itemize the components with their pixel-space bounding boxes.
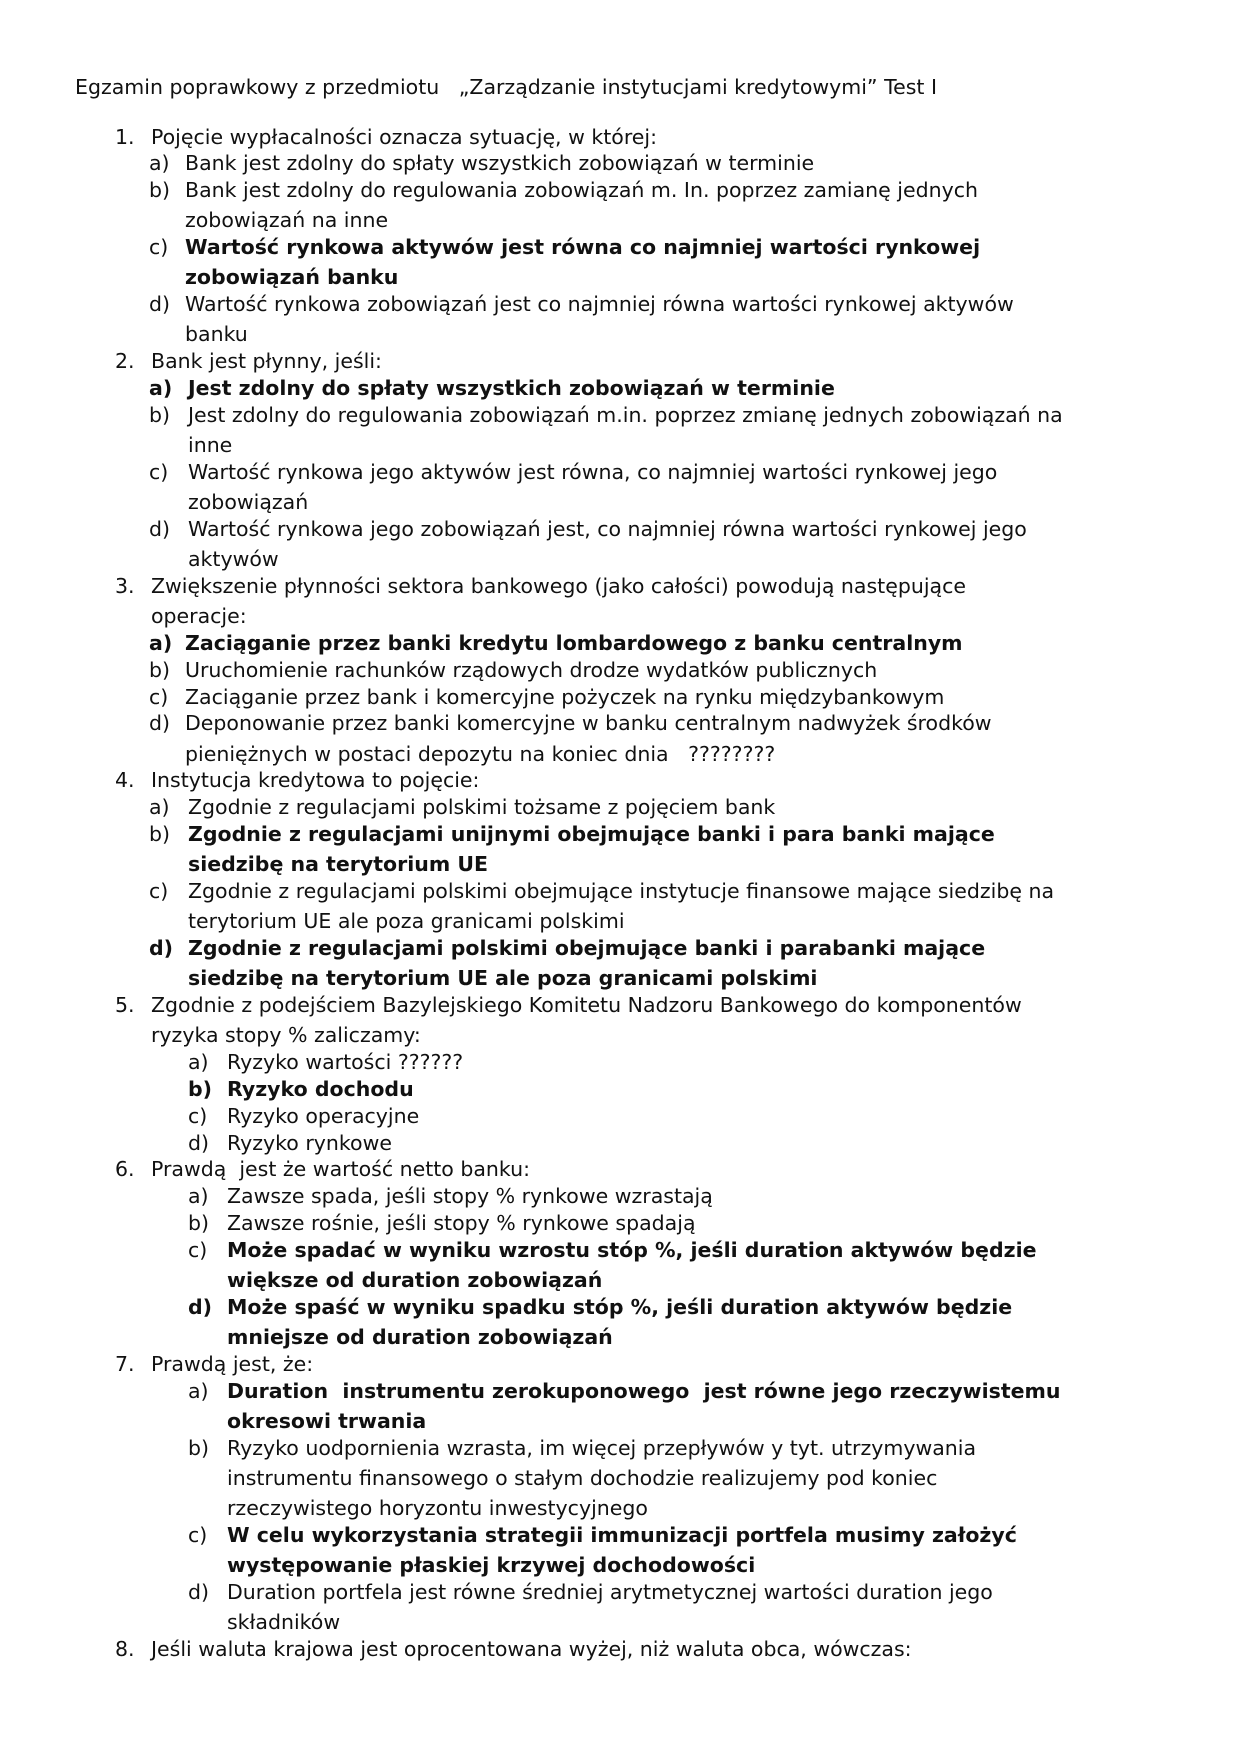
option-text: występowanie płaskiej krzywej dochodowości — [227, 1553, 756, 1578]
question — [75, 1154, 1200, 1184]
option-text: siedzibę na terytorium UE ale poza granicami polskimi — [188, 966, 818, 991]
answer-option — [75, 289, 1200, 349]
question — [75, 1634, 1200, 1664]
option-text: Zaciąganie przez bank i komercyjne pożyczek na rynku międzybankowym — [185, 684, 945, 709]
question-number: 8. — [115, 1636, 135, 1661]
question-text: Pojęcie wypłacalności oznacza sytuację, w której: — [151, 124, 658, 149]
option-letter: d) — [149, 936, 174, 961]
question — [75, 122, 1200, 152]
question-text: Zgodnie z podejściem Bazylejskiego Komitetu Nadzoru Bankowego do komponentów — [151, 993, 1022, 1018]
option-text: inne — [188, 433, 233, 458]
question-text: Zwiększenie płynności sektora bankowego (jako całości) powodują następujące — [151, 573, 966, 598]
answer-option — [75, 1074, 1200, 1104]
question-text: Jeśli waluta krajowa jest oprocentowana wyżej, niż waluta obca, wówczas: — [151, 1636, 912, 1661]
option-letter: a) — [149, 795, 170, 820]
option-text: banku — [185, 322, 248, 347]
answer-option — [75, 876, 1200, 936]
option-letter: a) — [188, 1184, 209, 1209]
question-text: Bank jest płynny, jeśli: — [151, 349, 382, 374]
option-text: Ryzyko rynkowe — [227, 1130, 392, 1155]
answer-option — [75, 655, 1200, 685]
question-number: 1. — [115, 124, 135, 149]
answer-option — [75, 708, 1200, 768]
question-text: ryzyka stopy % zaliczamy: — [151, 1023, 421, 1048]
answer-option — [75, 1292, 1200, 1352]
answer-option — [75, 1433, 1200, 1524]
question-number: 6. — [115, 1157, 135, 1182]
question — [75, 346, 1200, 376]
document-title: Egzamin poprawkowy z przedmiotu „Zarządzanie instytucjami kredytowymi” Test I — [75, 75, 938, 99]
option-letter: a) — [149, 376, 173, 401]
option-text: Wartość rynkowa jego aktywów jest równa, co najmniej wartości rynkowej jego — [188, 459, 998, 484]
option-text: rzeczywistego horyzontu inwestycyjnego — [227, 1496, 648, 1521]
option-letter: d) — [149, 516, 171, 541]
option-letter: b) — [188, 1435, 210, 1460]
option-text: Zawsze rośnie, jeśli stopy % rynkowe spadają — [227, 1210, 696, 1235]
option-text: Ryzyko dochodu — [227, 1076, 414, 1101]
option-text: Wartość rynkowa zobowiązań jest co najmniej równa wartości rynkowej aktywów — [185, 292, 1014, 317]
question-text: Prawdą jest, że: — [151, 1351, 314, 1376]
option-text: mniejsze od duration zobowiązań — [227, 1325, 613, 1350]
option-text: siedzibę na terytorium UE — [188, 852, 488, 877]
answer-option — [75, 373, 1200, 403]
option-letter: b) — [188, 1076, 213, 1101]
answer-option — [75, 933, 1200, 993]
question-text: Prawdą jest że wartość netto banku: — [151, 1157, 531, 1182]
answer-option — [75, 232, 1200, 292]
option-letter: a) — [149, 630, 173, 655]
option-text: Ryzyko operacyjne — [227, 1103, 420, 1128]
option-letter: b) — [149, 178, 171, 203]
option-text: Zaciąganie przez banki kredytu lombardowego z banku centralnym — [185, 630, 963, 655]
option-letter: b) — [149, 657, 171, 682]
option-text: większe od duration zobowiązań — [227, 1268, 603, 1292]
option-letter: a) — [149, 151, 170, 176]
question-text: operacje: — [151, 604, 247, 629]
answer-option — [75, 1128, 1200, 1158]
answer-option — [75, 514, 1200, 574]
option-text: Ryzyko wartości ?????? — [227, 1050, 464, 1075]
answer-option — [75, 148, 1200, 178]
option-letter: c) — [188, 1237, 208, 1262]
option-text: Ryzyko uodpornienia wzrasta, im więcej przepływów y tyt. utrzymywania — [227, 1435, 977, 1460]
option-text: Bank jest zdolny do regulowania zobowiązań m. In. poprzez zamianę jednych — [185, 178, 979, 203]
option-letter: d) — [149, 711, 171, 736]
answer-option — [75, 1101, 1200, 1131]
option-text: Uruchomienie rachunków rządowych drodze wydatków publicznych — [185, 657, 878, 682]
option-letter: c) — [149, 879, 169, 904]
answer-option — [75, 1520, 1200, 1580]
option-text: zobowiązań — [188, 490, 309, 515]
option-text: Zgodnie z regulacjami unijnymi obejmujące banki i para banki mające — [188, 822, 995, 847]
option-letter: d) — [188, 1294, 213, 1319]
question-number: 7. — [115, 1351, 135, 1376]
answer-option — [75, 1577, 1200, 1637]
answer-option — [75, 628, 1200, 658]
option-text: zobowiązań na inne — [185, 208, 389, 233]
answer-option — [75, 1181, 1200, 1211]
answer-option — [75, 1235, 1200, 1295]
option-text: Duration portfela jest równe średniej arytmetycznej wartości duration jego — [227, 1579, 993, 1604]
answer-option — [75, 175, 1200, 235]
option-text: aktywów — [188, 547, 279, 572]
option-text: terytorium UE ale poza granicami polskimi — [188, 909, 625, 934]
question-number: 3. — [115, 573, 135, 598]
option-text: Zgodnie z regulacjami polskimi obejmujące banki i parabanki mające — [188, 936, 986, 961]
option-text: Zawsze spada, jeśli stopy % rynkowe wzrastają — [227, 1184, 713, 1209]
option-letter: c) — [188, 1522, 208, 1547]
option-text: Jest zdolny do regulowania zobowiązań m.in. poprzez zmianę jednych zobowiązań na — [188, 402, 1063, 427]
option-text: W celu wykorzystania strategii immunizacji portfela musimy założyć — [227, 1522, 1017, 1547]
answer-option — [75, 1208, 1200, 1238]
option-letter: d) — [149, 292, 171, 317]
answer-option — [75, 682, 1200, 712]
option-text: Zgodnie z regulacjami polskimi tożsame z pojęciem bank — [188, 795, 776, 820]
option-text: Bank jest zdolny do spłaty wszystkich zobowiązań w terminie — [185, 151, 815, 176]
question — [75, 765, 1200, 795]
question-number: 5. — [115, 993, 135, 1018]
option-letter: c) — [188, 1103, 208, 1128]
answer-option — [75, 457, 1200, 517]
question — [75, 1349, 1200, 1379]
option-text: Wartość rynkowa jego zobowiązań jest, co najmniej równa wartości rynkowej jego — [188, 516, 1027, 541]
option-text: Jest zdolny do spłaty wszystkich zobowiązań w terminie — [188, 376, 835, 401]
answer-option — [75, 1047, 1200, 1077]
question-number: 4. — [115, 768, 135, 793]
document — [75, 72, 1200, 1664]
option-text: zobowiązań banku — [185, 265, 399, 290]
option-letter: b) — [188, 1210, 210, 1235]
option-text: Duration instrumentu zerokuponowego jest równe jego rzeczywistemu — [227, 1378, 1061, 1403]
question-list — [75, 122, 1200, 1665]
option-letter: c) — [149, 235, 169, 260]
question — [75, 990, 1200, 1050]
option-letter: d) — [188, 1130, 210, 1155]
option-text: Może spaść w wyniku spadku stóp %, jeśli duration aktywów będzie — [227, 1294, 1013, 1319]
option-text: Zgodnie z regulacjami polskimi obejmujące instytucje finansowe mające siedzibę na — [188, 879, 1055, 904]
option-letter: d) — [188, 1579, 210, 1604]
answer-option — [75, 819, 1200, 879]
option-letter: b) — [149, 822, 171, 847]
option-letter: a) — [188, 1050, 209, 1075]
question-text: Instytucja kredytowa to pojęcie: — [151, 768, 480, 793]
answer-option — [75, 792, 1200, 822]
option-letter: c) — [149, 459, 169, 484]
option-letter: b) — [149, 402, 171, 427]
answer-option — [75, 400, 1200, 460]
answer-option — [75, 1376, 1200, 1436]
option-text: składników — [227, 1610, 341, 1635]
option-text: Deponowanie przez banki komercyjne w banku centralnym nadwyżek środków — [185, 711, 992, 736]
option-text: okresowi trwania — [227, 1408, 427, 1433]
option-text: instrumentu finansowego o stałym dochodzie realizujemy pod koniec — [227, 1465, 938, 1490]
option-text: Wartość rynkowa aktywów jest równa co najmniej wartości rynkowej — [185, 235, 981, 260]
option-letter: c) — [149, 684, 169, 709]
option-text: Może spadać w wyniku wzrostu stóp %, jeśli duration aktywów będzie — [227, 1237, 1037, 1262]
option-text: pieniężnych w postaci depozytu na koniec dnia ???????? — [185, 741, 776, 766]
question-number: 2. — [115, 349, 135, 374]
option-letter: a) — [188, 1378, 209, 1403]
question — [75, 571, 1200, 631]
